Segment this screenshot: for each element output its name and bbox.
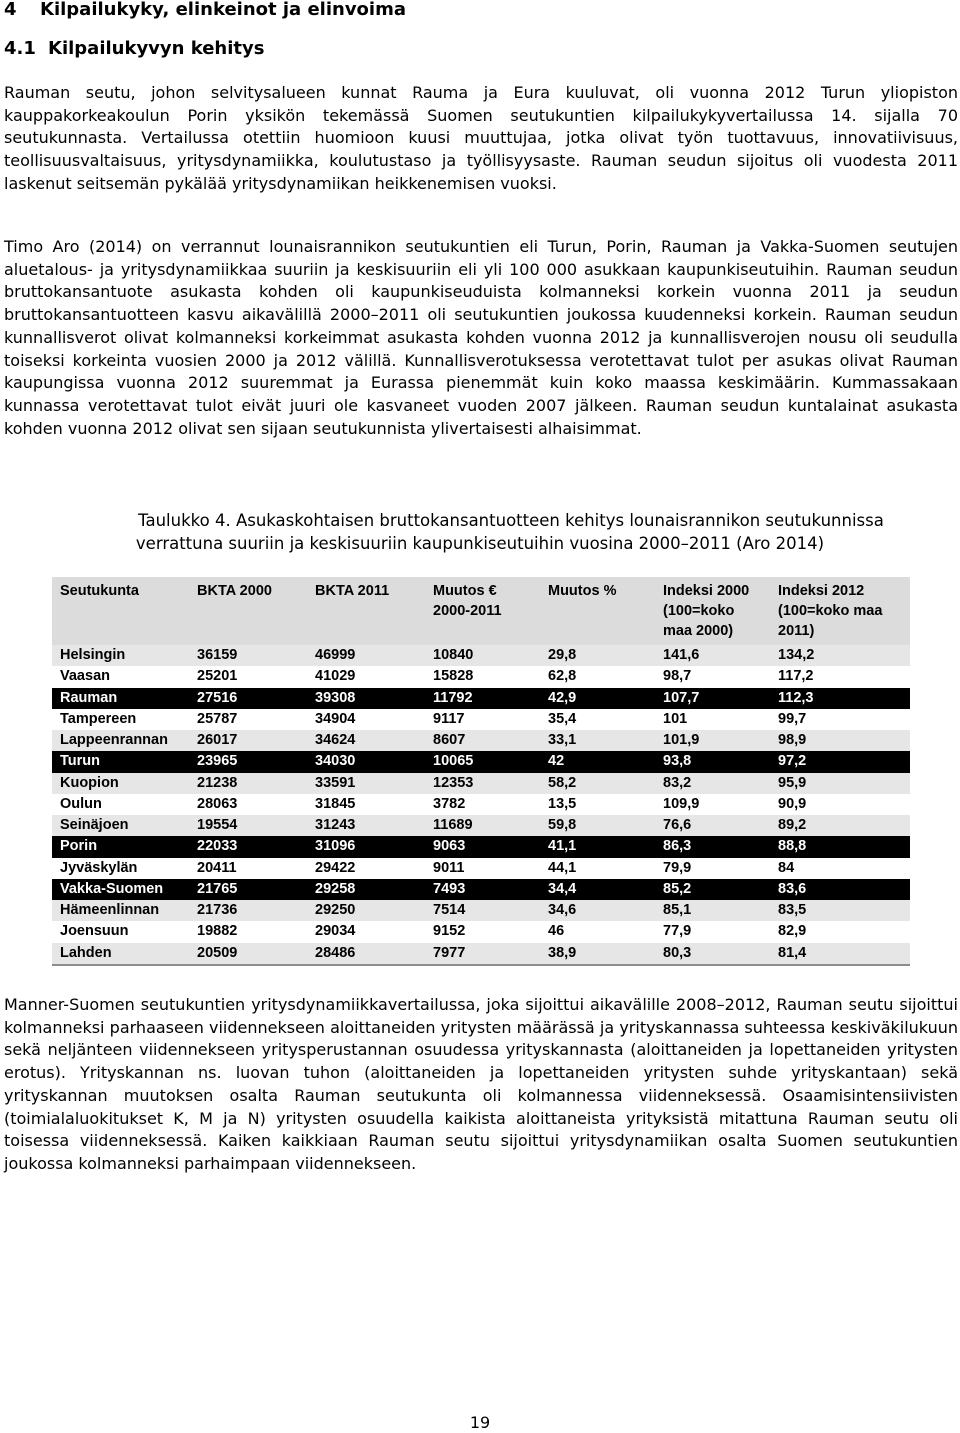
table-header-cell: BKTA 2000 [189, 577, 307, 645]
paragraph-competitiveness: Rauman seutu, johon selvitysalueen kunnat Rauma ja Eura kuuluvat, oli vuonna 2012 Turun yliopiston kauppakorkeakoulun Porin yksikön tekemässä Suomen seutukuntien kilpailukykyvertailussa 14. sijalla 70 seutukunnasta. Vertailussa otettiin huomioon kuusi muuttujaa, jotka olivat työn tuottavuus, innovatiivisuus, teollisuusvaltaisuus, yritysdynamiikka, koulutustaso ja työllisyysaste. Rauman seudun sijoitus oli vuodesta 2011 laskenut seitsemän pykälää yritysdynamiikan heikkenemisen vuoksi. [4, 83, 958, 193]
value-cell: 77,9 [655, 921, 770, 942]
value-cell: 36159 [189, 645, 307, 666]
value-cell: 3782 [425, 794, 540, 815]
region-name-cell: Tampereen [52, 709, 189, 730]
value-cell: 21238 [189, 773, 307, 794]
value-cell: 42,9 [540, 688, 655, 709]
value-cell: 9117 [425, 709, 540, 730]
value-cell: 101 [655, 709, 770, 730]
value-cell: 33,1 [540, 730, 655, 751]
value-cell: 83,2 [655, 773, 770, 794]
value-cell: 84 [770, 858, 910, 879]
value-cell: 25787 [189, 709, 307, 730]
table-header-cell: Indeksi 2000 (100=koko maa 2000) [655, 577, 770, 645]
page-number: 19 [469, 1413, 491, 1432]
paragraph-business-dynamics: Manner-Suomen seutukuntien yritysdynamiikkavertailussa, joka sijoittui aikavälille 2008–2012, Rauman seutu sijoittui kolmanneksi parhaaseen viidennekseen aloittaneiden yritysten määrässä ja yrityskannassa suhteessa keskiväkilukuun sekä neljänteen viidennekseen yritysperustannan osuudessa yrityskannasta (aloittaneiden ja lopettaneiden yritysten erotus). Yrityskannan ns. luovan tuhon (aloittaneiden ja lopettaneiden yritysten suhde yrityskantaan) sekä yrityskannan muutoksen osalta Rauman seutukunta oli kolmannessa viidenneksessä. Osaamisintensiivisten (toimialaluokitukset K, M ja N) yritysten osuudella kaikista aloittaneista yrityksistä mitattuna Rauman seutu oli toisessa viidenneksessä. Kaiken kaikkiaan Rauman seutu sijoittui yritysdynamiikan osalta Suomen seutukuntien joukossa kolmanneksi parhaimpaan viidennekseen. [4, 995, 958, 1173]
value-cell: 19554 [189, 815, 307, 836]
value-cell: 107,7 [655, 688, 770, 709]
table-body [52, 645, 910, 965]
table-row [52, 709, 910, 730]
value-cell: 27516 [189, 688, 307, 709]
table-row [52, 688, 910, 709]
table-row [52, 921, 910, 942]
section-number: 4.1 [4, 38, 36, 59]
section-heading [4, 37, 264, 61]
table-header-cell: Indeksi 2012 (100=koko maa 2011) [770, 577, 910, 645]
value-cell: 98,7 [655, 666, 770, 687]
value-cell: 22033 [189, 836, 307, 857]
chapter-title: Kilpailukyky, elinkeinot ja elinvoima [40, 0, 406, 20]
table-header-cell: Muutos € 2000-2011 [425, 577, 540, 645]
value-cell: 21765 [189, 879, 307, 900]
value-cell: 41,1 [540, 836, 655, 857]
table-header-cell: Seutukunta [52, 577, 189, 645]
table-row [52, 794, 910, 815]
value-cell: 7514 [425, 900, 540, 921]
value-cell: 9011 [425, 858, 540, 879]
table-row [52, 879, 910, 900]
value-cell: 31096 [307, 836, 425, 857]
region-name-cell: Hämeenlinnan [52, 900, 189, 921]
value-cell: 13,5 [540, 794, 655, 815]
value-cell: 98,9 [770, 730, 910, 751]
table-row [52, 943, 910, 965]
region-name-cell: Vakka-Suomen [52, 879, 189, 900]
value-cell: 9063 [425, 836, 540, 857]
value-cell: 46 [540, 921, 655, 942]
value-cell: 34,4 [540, 879, 655, 900]
value-cell: 31243 [307, 815, 425, 836]
region-name-cell: Oulun [52, 794, 189, 815]
value-cell: 117,2 [770, 666, 910, 687]
value-cell: 34904 [307, 709, 425, 730]
value-cell: 58,2 [540, 773, 655, 794]
value-cell: 41029 [307, 666, 425, 687]
table-caption-line1: Taulukko 4. Asukaskohtaisen bruttokansantuotteen kehitys lounaisrannikon seutukunnissa [138, 511, 884, 530]
chapter-number: 4 [4, 0, 17, 20]
value-cell: 85,1 [655, 900, 770, 921]
value-cell: 112,3 [770, 688, 910, 709]
value-cell: 7493 [425, 879, 540, 900]
value-cell: 109,9 [655, 794, 770, 815]
region-name-cell: Lappeenrannan [52, 730, 189, 751]
value-cell: 59,8 [540, 815, 655, 836]
value-cell: 79,9 [655, 858, 770, 879]
value-cell: 89,2 [770, 815, 910, 836]
value-cell: 29250 [307, 900, 425, 921]
table-row [52, 858, 910, 879]
value-cell: 90,9 [770, 794, 910, 815]
value-cell: 141,6 [655, 645, 770, 666]
value-cell: 10065 [425, 751, 540, 772]
value-cell: 11792 [425, 688, 540, 709]
value-cell: 12353 [425, 773, 540, 794]
value-cell: 10840 [425, 645, 540, 666]
region-name-cell: Jyväskylän [52, 858, 189, 879]
table-header-cell: Muutos % [540, 577, 655, 645]
table-row [52, 900, 910, 921]
table-header-cell: BKTA 2011 [307, 577, 425, 645]
value-cell: 28486 [307, 943, 425, 965]
value-cell: 83,6 [770, 879, 910, 900]
table-row [52, 730, 910, 751]
value-cell: 29034 [307, 921, 425, 942]
table-row [52, 773, 910, 794]
value-cell: 19882 [189, 921, 307, 942]
value-cell: 42 [540, 751, 655, 772]
table-row [52, 645, 910, 666]
value-cell: 21736 [189, 900, 307, 921]
value-cell: 99,7 [770, 709, 910, 730]
table-caption [0, 509, 960, 555]
value-cell: 26017 [189, 730, 307, 751]
value-cell: 29422 [307, 858, 425, 879]
table-row [52, 751, 910, 772]
value-cell: 44,1 [540, 858, 655, 879]
table-row [52, 836, 910, 857]
value-cell: 28063 [189, 794, 307, 815]
region-name-cell: Vaasan [52, 666, 189, 687]
paragraph-aro-comparison: Timo Aro (2014) on verrannut lounaisrannikon seutukuntien eli Turun, Porin, Rauman ja Vakka-Suomen seutujen aluetalous- ja yritysdynamiikkaa suuriin ja keskisuuriin eli yli 100 000 asukkaan kaupunkiseutuihin. Rauman seudun bruttokansantuote asukasta kohden oli kaupunkiseuduista kolmanneksi korkein vuonna 2011 ja seudun bruttokansantuotteen kasvu aikavälillä 2000–2011 oli seutukuntien joukossa kuudenneksi korkein. Rauman seudun kunnallisverot olivat kolmanneksi korkeimmat asukasta kohden vuonna 2012 ja kunnallisverojen nousu oli seudulla toiseksi korkeinta vuosien 2000 ja 2012 välillä. Kunnallisverotuksessa verotettavat tulot per asukas olivat Rauman kaupungissa vuonna 2012 suuremmat ja Eurassa pienemmät kuin koko maassa keskimäärin. Kummassakaan kunnassa verotettavat tulot eivät juuri ole kasvaneet vuoden 2007 jälkeen. Rauman seudun kuntalainat asukasta kohden vuonna 2012 olivat sen sijaan seutukunnista ylivertaisesti alhaisimmat. [4, 237, 958, 438]
value-cell: 83,5 [770, 900, 910, 921]
value-cell: 25201 [189, 666, 307, 687]
chapter-heading [4, 0, 406, 22]
value-cell: 29,8 [540, 645, 655, 666]
value-cell: 11689 [425, 815, 540, 836]
region-name-cell: Kuopion [52, 773, 189, 794]
region-name-cell: Helsingin [52, 645, 189, 666]
region-name-cell: Lahden [52, 943, 189, 965]
value-cell: 34,6 [540, 900, 655, 921]
value-cell: 95,9 [770, 773, 910, 794]
value-cell: 33591 [307, 773, 425, 794]
region-name-cell: Turun [52, 751, 189, 772]
section-title: Kilpailukyvyn kehitys [48, 38, 265, 59]
table-row [52, 815, 910, 836]
region-name-cell: Joensuun [52, 921, 189, 942]
value-cell: 20509 [189, 943, 307, 965]
table-caption-line2: verrattuna suuriin ja keskisuuriin kaupunkiseutuihin vuosina 2000–2011 (Aro 2014) [135, 534, 825, 553]
value-cell: 34624 [307, 730, 425, 751]
value-cell: 46999 [307, 645, 425, 666]
value-cell: 62,8 [540, 666, 655, 687]
value-cell: 38,9 [540, 943, 655, 965]
table-row [52, 666, 910, 687]
region-name-cell: Rauman [52, 688, 189, 709]
value-cell: 8607 [425, 730, 540, 751]
value-cell: 7977 [425, 943, 540, 965]
value-cell: 34030 [307, 751, 425, 772]
value-cell: 15828 [425, 666, 540, 687]
value-cell: 31845 [307, 794, 425, 815]
value-cell: 101,9 [655, 730, 770, 751]
value-cell: 88,8 [770, 836, 910, 857]
value-cell: 93,8 [655, 751, 770, 772]
value-cell: 85,2 [655, 879, 770, 900]
value-cell: 86,3 [655, 836, 770, 857]
region-name-cell: Porin [52, 836, 189, 857]
region-name-cell: Seinäjoen [52, 815, 189, 836]
gdp-per-capita-table [52, 577, 910, 966]
value-cell: 39308 [307, 688, 425, 709]
value-cell: 29258 [307, 879, 425, 900]
value-cell: 76,6 [655, 815, 770, 836]
value-cell: 23965 [189, 751, 307, 772]
value-cell: 81,4 [770, 943, 910, 965]
value-cell: 35,4 [540, 709, 655, 730]
table-header-row [52, 577, 910, 645]
value-cell: 80,3 [655, 943, 770, 965]
value-cell: 134,2 [770, 645, 910, 666]
value-cell: 82,9 [770, 921, 910, 942]
table-header [52, 577, 910, 645]
value-cell: 97,2 [770, 751, 910, 772]
value-cell: 20411 [189, 858, 307, 879]
value-cell: 9152 [425, 921, 540, 942]
